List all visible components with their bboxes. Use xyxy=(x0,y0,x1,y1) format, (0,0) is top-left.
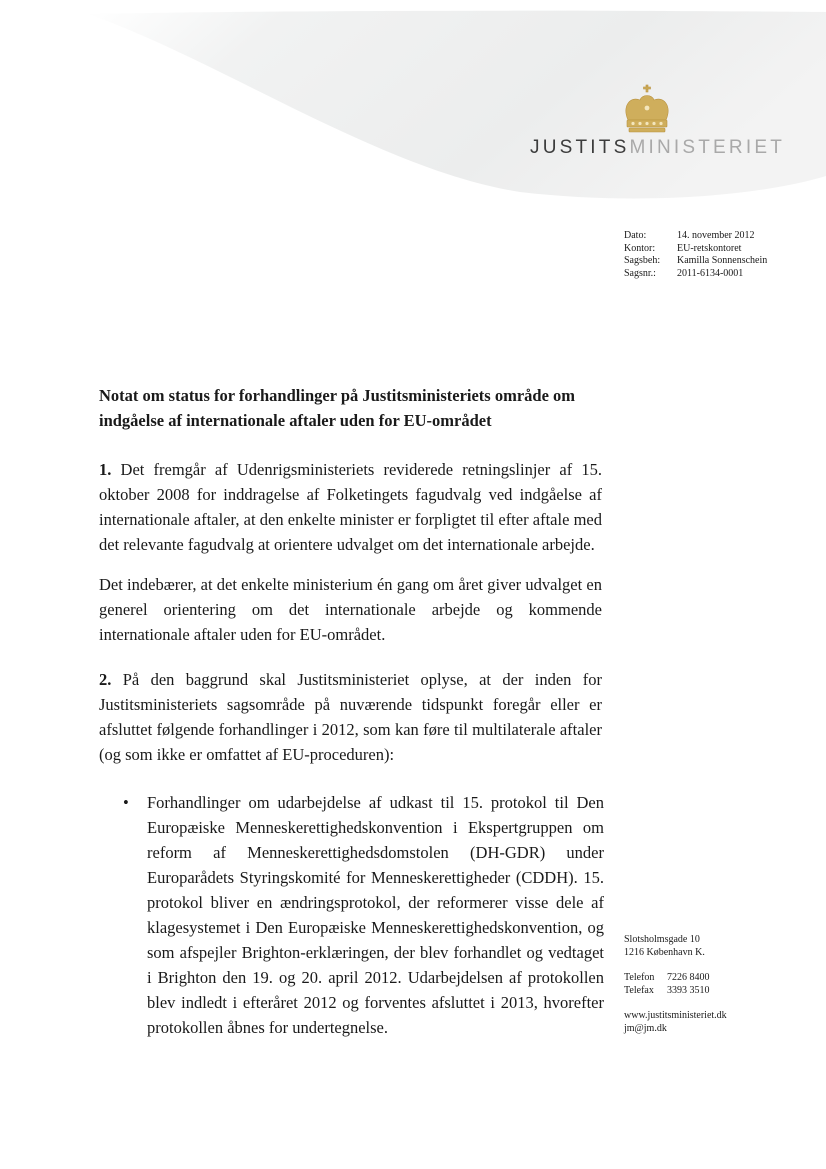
phone-value: 7226 8400 xyxy=(667,972,710,983)
meta-case-handler xyxy=(624,255,767,268)
meta-value: 14. november 2012 xyxy=(677,230,755,241)
meta-date xyxy=(624,230,767,243)
list-item-text: Forhandlinger om udarbejdelse af udkast til 15. protokol til Den Europæiske Menneskerettighedskonvention i Ekspertgruppen om reform af Menneskerettighedsdomstolen (DH-GDR) under Europarådets Styringskomité for Menneskerettigheder (CDDH). 15. protokol bliver en ændringsprotokol, der reformerer visse dele af klagesystemet i Den Europæiske Menneskerettighedskonvention, og som afspejler Brighton-erklæringen, der blev forhandlet og vedtaget i Brighton den 19. og 20. april 2012. Udarbejdelsen af protokollen blev indledt i efteråret 2012 og forventes afsluttet i 2013, hvorefter protokollen åbnes for undertegnelse. xyxy=(147,793,604,1037)
paragraph-1 xyxy=(99,457,602,557)
paragraph-2 xyxy=(99,572,602,647)
meta-value: EU-retskontoret xyxy=(677,242,742,254)
paragraph-number: 1. xyxy=(99,460,112,479)
bullet-icon: • xyxy=(123,793,129,812)
list-item xyxy=(99,790,604,1040)
meta-label: Dato: xyxy=(624,230,647,241)
fax-label: Telefax xyxy=(624,984,654,996)
meta-value: Kamilla Sonnenschein xyxy=(677,255,768,266)
paragraph-text: På den baggrund skal Justitsministeriet oplyse, at der inden for Justitsministeriets sagsområde på nuværende tidspunkt foregår eller er afsluttet følgende forhandlinger i 2012, som kan føre til multilaterale aftaler (og som ikke er omfattet af EU-proceduren): xyxy=(99,670,603,764)
header-swoosh xyxy=(0,0,826,220)
crown-logo-icon xyxy=(618,84,676,134)
ministry-name-part1: JUSTITS xyxy=(530,137,630,158)
meta-value: 2011-6134-0001 xyxy=(677,267,744,279)
ministry-logo-text xyxy=(530,137,785,159)
paragraph-text: Det indebærer, at det enkelte ministerium én gang om året giver udvalget en generel orientering om det internationale arbejde og kommende internationale aftaler uden for EU-området. xyxy=(99,575,602,644)
contact-address xyxy=(624,934,705,959)
fax-value: 3393 3510 xyxy=(667,984,710,996)
paragraph-text: Det fremgår af Udenrigsministeriets reviderede retningslinjer af 15. oktober 2008 for inddragelse af Folketingets fagudvalg ved indgåelse af internationale aftaler, at den enkelte minister er forpligtet til efter aftale med det relevante fagudvalg at orientere udvalget om det internationale arbejde. xyxy=(99,460,602,554)
paragraph-3 xyxy=(99,667,602,767)
contact-web-block xyxy=(624,1010,727,1035)
phone-label: Telefon xyxy=(624,972,655,983)
address-line-2: 1216 København K. xyxy=(624,946,705,958)
document-meta xyxy=(624,230,767,280)
website-link[interactable]: www.justitsministeriet.dk xyxy=(624,1010,727,1021)
email-link[interactable]: jm@jm.dk xyxy=(624,1022,667,1034)
meta-label: Kontor: xyxy=(624,242,656,254)
meta-case-number xyxy=(624,268,767,281)
negotiations-list xyxy=(99,790,604,1040)
ministry-name-part2: MINISTERIET xyxy=(629,137,786,158)
meta-label: Sagsbeh: xyxy=(624,255,661,266)
fax-row xyxy=(624,985,710,998)
phone-row xyxy=(624,972,710,985)
document-title: Notat om status for forhandlinger på Justitsministeriets område om indgåelse af internationale aftaler uden for EU-området xyxy=(99,386,576,430)
paragraph-number: 2. xyxy=(99,670,112,689)
contact-phone-block xyxy=(624,972,710,997)
address-line-1: Slotsholmsgade 10 xyxy=(624,934,700,945)
meta-label: Sagsnr.: xyxy=(624,267,656,279)
meta-office xyxy=(624,243,767,256)
